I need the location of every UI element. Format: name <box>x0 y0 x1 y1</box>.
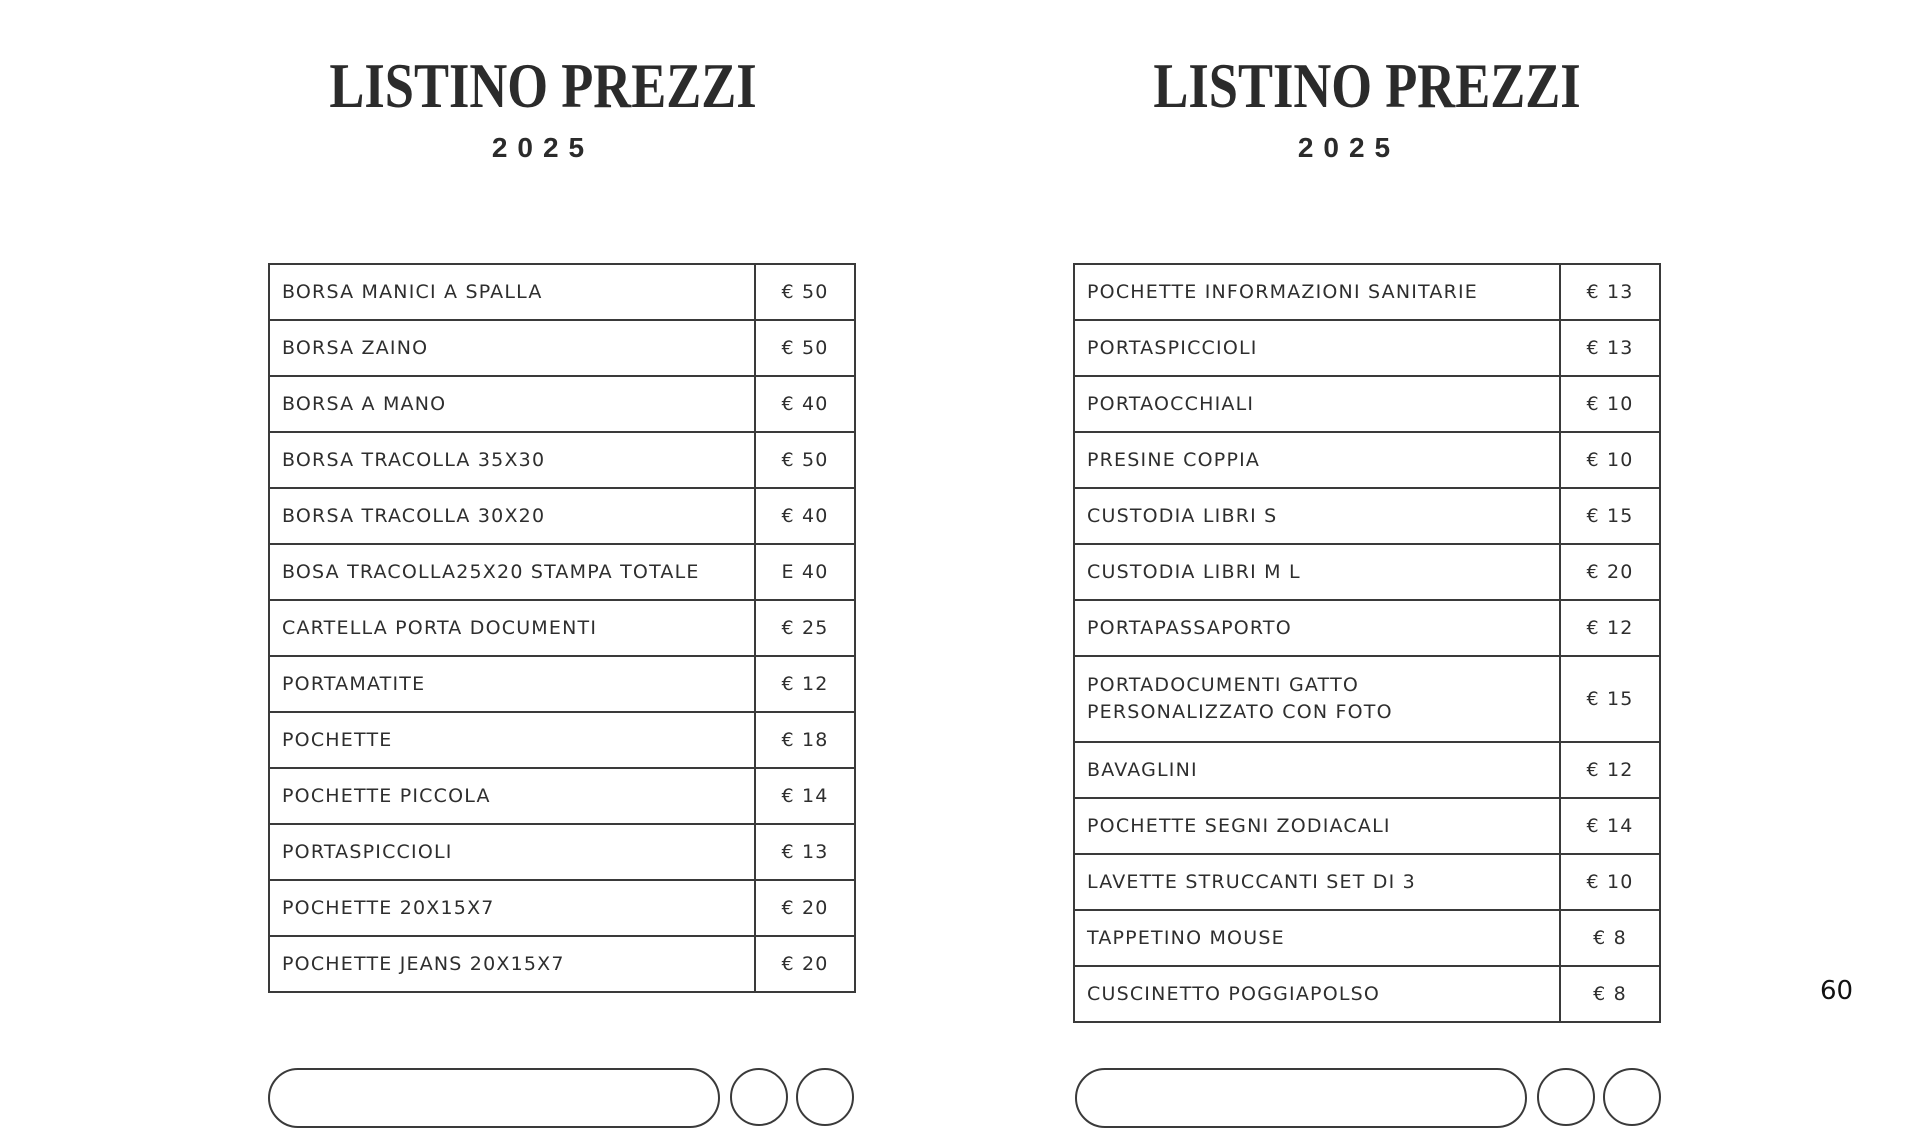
table-row <box>1074 854 1660 910</box>
item-price: € 13 <box>1560 320 1660 376</box>
decorative-pill <box>1075 1068 1527 1128</box>
table-row <box>269 656 855 712</box>
table-row <box>1074 488 1660 544</box>
table-row <box>269 768 855 824</box>
table-row <box>269 544 855 600</box>
table-row <box>1074 600 1660 656</box>
table-row <box>269 824 855 880</box>
item-price: € 25 <box>755 600 855 656</box>
item-price: € 20 <box>755 880 855 936</box>
item-name: PORTAPASSAPORTO <box>1074 600 1560 656</box>
decorative-circle <box>730 1068 788 1126</box>
item-name: POCHETTE <box>269 712 755 768</box>
item-name: BORSA A MANO <box>269 376 755 432</box>
table-row <box>1074 264 1660 320</box>
table-row <box>1074 320 1660 376</box>
item-price: € 12 <box>755 656 855 712</box>
item-name: POCHETTE 20X15X7 <box>269 880 755 936</box>
item-price: € 10 <box>1560 854 1660 910</box>
item-price: € 15 <box>1560 656 1660 742</box>
price-table-body <box>269 264 855 992</box>
table-row <box>269 488 855 544</box>
table-row <box>1074 910 1660 966</box>
item-name: BOSA TRACOLLA25X20 STAMPA TOTALE <box>269 544 755 600</box>
item-name: CUSCINETTO POGGIAPOLSO <box>1074 966 1560 1022</box>
item-name: POCHETTE JEANS 20X15X7 <box>269 936 755 992</box>
item-name: BORSA ZAINO <box>269 320 755 376</box>
price-table-left <box>268 263 856 993</box>
price-list-title: LISTINO PREZZI <box>329 50 757 121</box>
item-name: BORSA TRACOLLA 30X20 <box>269 488 755 544</box>
decorative-circle <box>1603 1068 1661 1126</box>
table-row <box>269 376 855 432</box>
table-row <box>269 432 855 488</box>
item-price: € 40 <box>755 376 855 432</box>
item-price: € 18 <box>755 712 855 768</box>
item-name: POCHETTE PICCOLA <box>269 768 755 824</box>
decorative-circle <box>1537 1068 1595 1126</box>
item-name: LAVETTE STRUCCANTI SET DI 3 <box>1074 854 1560 910</box>
table-row <box>1074 376 1660 432</box>
item-name: PORTAOCCHIALI <box>1074 376 1560 432</box>
table-row <box>1074 742 1660 798</box>
item-name: CARTELLA PORTA DOCUMENTI <box>269 600 755 656</box>
item-price: € 15 <box>1560 488 1660 544</box>
item-price: € 50 <box>755 320 855 376</box>
item-name: BORSA TRACOLLA 35X30 <box>269 432 755 488</box>
table-row <box>269 600 855 656</box>
table-row <box>1074 432 1660 488</box>
table-row <box>1074 656 1660 742</box>
item-name: PRESINE COPPIA <box>1074 432 1560 488</box>
page-number: 60 <box>1820 976 1854 1006</box>
item-price: E 40 <box>755 544 855 600</box>
item-price: € 12 <box>1560 600 1660 656</box>
item-price: € 8 <box>1560 966 1660 1022</box>
item-name: TAPPETINO MOUSE <box>1074 910 1560 966</box>
item-name: POCHETTE INFORMAZIONI SANITARIE <box>1074 264 1560 320</box>
table-row <box>269 880 855 936</box>
price-table-body <box>1074 264 1660 1022</box>
price-list-year: 2025 <box>1297 132 1401 163</box>
price-list-title: LISTINO PREZZI <box>1153 50 1581 121</box>
item-price: € 12 <box>1560 742 1660 798</box>
item-price: € 14 <box>1560 798 1660 854</box>
item-name: CUSTODIA LIBRI M L <box>1074 544 1560 600</box>
table-row <box>1074 966 1660 1022</box>
item-name: BAVAGLINI <box>1074 742 1560 798</box>
price-table-right <box>1073 263 1661 1023</box>
decorative-shapes <box>1073 1068 1661 1098</box>
item-price: € 50 <box>755 264 855 320</box>
item-name: CUSTODIA LIBRI S <box>1074 488 1560 544</box>
price-list-year: 2025 <box>491 132 595 163</box>
item-name: PORTASPICCIOLI <box>269 824 755 880</box>
item-name: POCHETTE SEGNI ZODIACALI <box>1074 798 1560 854</box>
decorative-shapes <box>268 1068 854 1098</box>
decorative-circle <box>796 1068 854 1126</box>
table-row <box>269 264 855 320</box>
item-price: € 50 <box>755 432 855 488</box>
table-row <box>1074 544 1660 600</box>
item-price: € 14 <box>755 768 855 824</box>
table-row <box>269 712 855 768</box>
table-row <box>1074 798 1660 854</box>
item-name: PORTASPICCIOLI <box>1074 320 1560 376</box>
item-price: € 10 <box>1560 432 1660 488</box>
table-row <box>269 936 855 992</box>
item-price: € 40 <box>755 488 855 544</box>
item-price: € 8 <box>1560 910 1660 966</box>
item-name: PORTAMATITE <box>269 656 755 712</box>
item-price: € 10 <box>1560 376 1660 432</box>
item-price: € 13 <box>1560 264 1660 320</box>
item-price: € 20 <box>1560 544 1660 600</box>
item-name: PORTADOCUMENTI GATTO PERSONALIZZATO CON FOTO <box>1074 656 1560 742</box>
table-row <box>269 320 855 376</box>
item-name: BORSA MANICI A SPALLA <box>269 264 755 320</box>
item-price: € 20 <box>755 936 855 992</box>
item-price: € 13 <box>755 824 855 880</box>
decorative-pill <box>268 1068 720 1128</box>
